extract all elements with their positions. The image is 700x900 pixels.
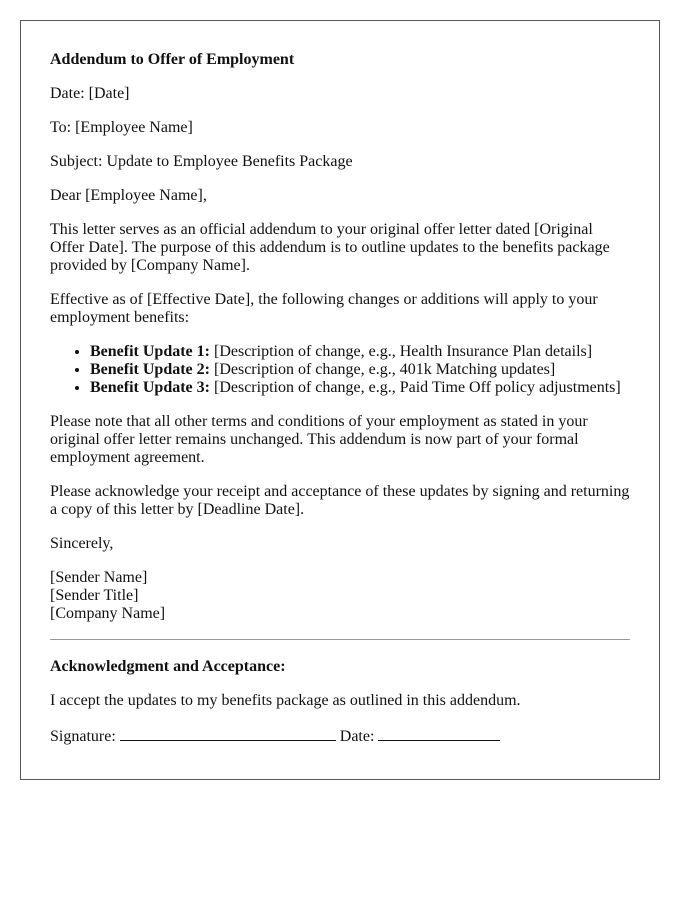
sender-block [50, 569, 630, 623]
intro-paragraph: This letter serves as an official addendum to your original offer letter dated [Original Offer Date]. The purpose of this addendum is to outline updates to the benefits package provided by [Company Name]. [50, 221, 610, 274]
terms-paragraph: Please note that all other terms and conditions of your employment as stated in your original offer letter remains unchanged. This addendum is now part of your formal employment agreement. [50, 413, 588, 466]
benefit-update-description: [Description of change, e.g., 401k Matching updates] [209, 361, 556, 378]
sender-company: [Company Name] [50, 605, 166, 622]
signature-row [50, 726, 630, 746]
signature-field[interactable] [120, 726, 336, 741]
subject-line: Subject: Update to Employee Benefits Package [50, 153, 353, 170]
benefit-update-item [90, 343, 630, 361]
benefit-update-description: [Description of change, e.g., Health Insurance Plan details] [209, 343, 593, 360]
signature-date-field[interactable] [378, 726, 500, 741]
benefit-updates-list [50, 343, 630, 397]
letter-page [20, 20, 660, 780]
section-divider [50, 639, 630, 640]
acceptance-statement: I accept the updates to my benefits package as outlined in this addendum. [50, 692, 521, 709]
signature-date-label: Date: [335, 728, 379, 745]
date-line: Date: [Date] [50, 85, 130, 102]
sender-name: [Sender Name] [50, 569, 148, 586]
acknowledgment-heading: Acknowledgment and Acceptance: [50, 658, 286, 675]
greeting: Dear [Employee Name], [50, 187, 207, 204]
benefit-update-label: Benefit Update 1: [90, 343, 210, 360]
benefit-update-label: Benefit Update 2: [90, 361, 210, 378]
effective-paragraph: Effective as of [Effective Date], the following changes or additions will apply to your employment benefits: [50, 291, 598, 326]
benefit-update-label: Benefit Update 3: [90, 379, 210, 396]
signature-label: Signature: [50, 728, 120, 745]
letter-title: Addendum to Offer of Employment [50, 51, 295, 68]
sender-title: [Sender Title] [50, 587, 139, 604]
benefit-update-item [90, 379, 630, 397]
benefit-update-item [90, 361, 630, 379]
closing: Sincerely, [50, 535, 114, 552]
recipient-line: To: [Employee Name] [50, 119, 193, 136]
acknowledge-paragraph: Please acknowledge your receipt and acceptance of these updates by signing and returning a copy of this letter by [Deadline Date]. [50, 483, 630, 518]
benefit-update-description: [Description of change, e.g., Paid Time Off policy adjustments] [209, 379, 621, 396]
